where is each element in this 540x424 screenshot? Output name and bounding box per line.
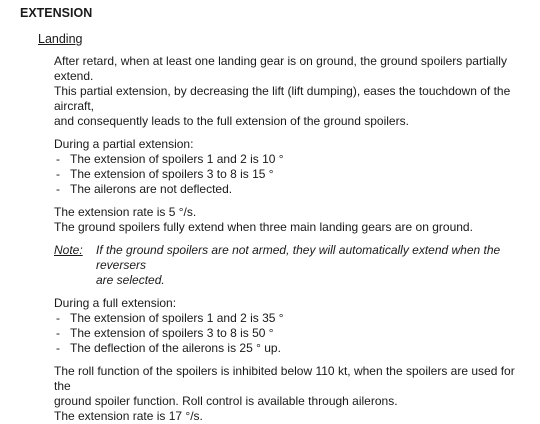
note-line: are selected. [96,273,165,287]
list-item: - The extension of spoilers 1 and 2 is 10 ° [54,152,534,167]
list-item: - The extension of spoilers 3 to 8 is 50 ° [54,326,534,341]
partial-extension-heading: During a partial extension: [54,137,194,151]
intro-line: This partial extension, by decreasing the lift (lift dumping), eases the touchdown of the aircraft, [54,84,511,113]
full-extension-heading: During a full extension: [54,296,177,310]
note-text [96,243,534,288]
full-extension-list [54,311,534,356]
note-label: Note: [54,243,83,257]
document-body [54,54,534,424]
note-line: If the ground spoilers are not armed, they will automatically extend when the reversers [96,243,501,272]
extension-rate-line: The extension rate is 5 °/s. [54,205,197,219]
intro-line: and consequently leads to the full extension of the ground spoilers. [54,114,409,128]
roll-function-paragraph [54,364,534,424]
note-block [54,243,534,288]
roll-line: The roll function of the spoilers is inhibited below 110 kt, when the spoilers are used for the [54,364,515,393]
intro-line: After retard, when at least one landing gear is on ground, the ground spoilers partially extend. [54,54,507,83]
final-rate-line: The extension rate is 17 °/s. [54,409,203,423]
list-item: - The deflection of the ailerons is 25 ° up. [54,341,534,356]
partial-extension-list [54,152,534,197]
list-item: - The ailerons are not deflected. [54,182,534,197]
intro-paragraph [54,54,534,129]
list-item: - The extension of spoilers 1 and 2 is 35 ° [54,311,534,326]
list-item: - The extension of spoilers 3 to 8 is 15 ° [54,167,534,182]
section-heading-landing: Landing [38,32,83,46]
roll-line: ground spoiler function. Roll control is available through ailerons. [54,394,398,408]
document-title: EXTENSION [20,6,93,20]
full-extend-line: The ground spoilers fully extend when three main landing gears are on ground. [54,220,473,234]
